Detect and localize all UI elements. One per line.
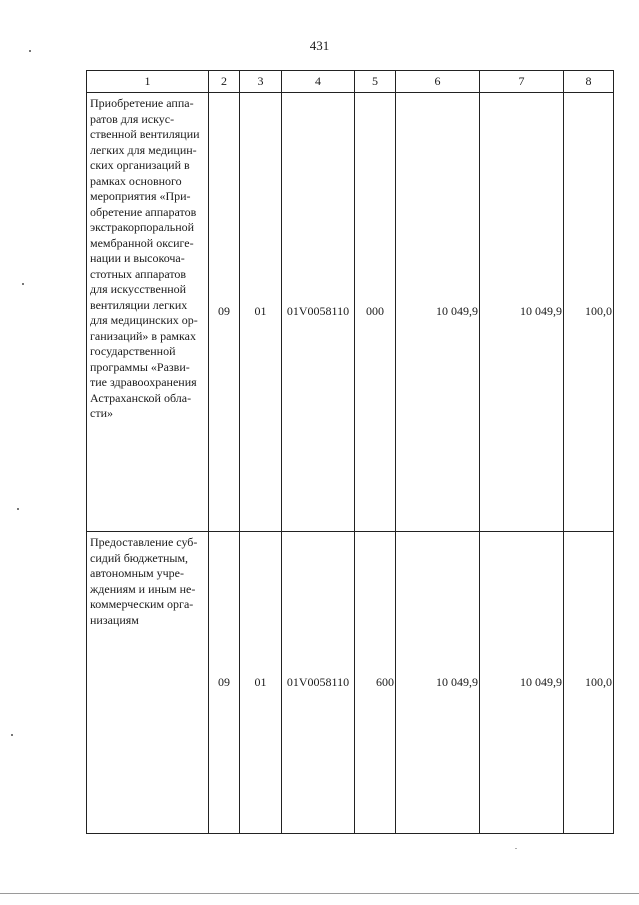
- scan-edge-line: [0, 893, 639, 894]
- expense-type-code: 000: [355, 93, 396, 532]
- scan-dot: [22, 283, 24, 285]
- description-line: легких для медицин-: [90, 142, 197, 157]
- scan-dot: [29, 50, 31, 52]
- description-line: сидий бюджетным,: [90, 550, 189, 565]
- description-line: стотных аппаратов: [90, 266, 187, 281]
- description-line: автономным учре-: [90, 566, 185, 580]
- section-code: 09: [209, 93, 240, 532]
- table-header-row: [87, 71, 614, 93]
- expense-type-code: 600: [355, 532, 396, 834]
- header-cell-6: 6: [396, 71, 480, 93]
- execution-percent: 100,0: [564, 532, 614, 834]
- budget-table: [86, 70, 614, 834]
- description-line: ских организаций в: [90, 158, 190, 172]
- description-line: тие здравоохранения: [90, 375, 197, 389]
- scan-dot: [515, 848, 517, 849]
- header-cell-1: 1: [87, 71, 209, 93]
- target-article-code: 01V0058110: [282, 93, 355, 532]
- header-cell-2: 2: [209, 71, 240, 93]
- description-line: сти»: [90, 406, 113, 420]
- section-code: 09: [209, 532, 240, 834]
- description-line: государственной: [90, 344, 176, 358]
- description-line: для искусственной: [90, 282, 187, 296]
- description-line: Астраханской обла-: [90, 390, 192, 405]
- description-line: нации и высокоча-: [90, 251, 185, 265]
- description-line: программы «Разви-: [90, 359, 190, 374]
- header-cell-4: 4: [282, 71, 355, 93]
- table-row: [87, 93, 614, 532]
- header-cell-3: 3: [240, 71, 282, 93]
- description-line: рамках основного: [90, 173, 182, 188]
- amount-executed: 10 049,9: [480, 532, 564, 834]
- description-line: ственной вентиляции: [90, 127, 200, 141]
- target-article-code: 01V0058110: [282, 532, 355, 834]
- description-line: для медицинских ор-: [90, 313, 198, 327]
- header-cell-5: 5: [355, 71, 396, 93]
- scan-dot: [11, 734, 13, 736]
- description-line: ждениям и иным не-: [90, 581, 196, 596]
- subsection-code: 01: [240, 93, 282, 532]
- header-cell-8: 8: [564, 71, 614, 93]
- table-row: [87, 532, 614, 834]
- description-line: обретение аппаратов: [90, 204, 197, 219]
- description-line: мероприятия «При-: [90, 189, 191, 203]
- row-description: [87, 93, 209, 532]
- header-cell-7: 7: [480, 71, 564, 93]
- description-line: низациям: [90, 612, 139, 627]
- execution-percent: 100,0: [564, 93, 614, 532]
- page-number: 431: [309, 38, 330, 53]
- amount-planned: 10 049,9: [396, 93, 480, 532]
- description-line: мембранной оксиге-: [90, 235, 194, 250]
- description-line: экстракорпоральной: [90, 220, 195, 234]
- description-line: коммерческим орга-: [90, 597, 194, 611]
- amount-planned: 10 049,9: [396, 532, 480, 834]
- description-line: ганизаций» в рамках: [90, 328, 196, 343]
- description-line: Предоставление суб-: [90, 535, 198, 549]
- description-line: ратов для искус-: [90, 111, 175, 126]
- subsection-code: 01: [240, 532, 282, 834]
- description-line: вентиляции легких: [90, 297, 188, 312]
- amount-executed: 10 049,9: [480, 93, 564, 532]
- description-line: Приобретение аппа-: [90, 96, 194, 110]
- row-description: [87, 532, 209, 834]
- scan-dot: [17, 508, 19, 510]
